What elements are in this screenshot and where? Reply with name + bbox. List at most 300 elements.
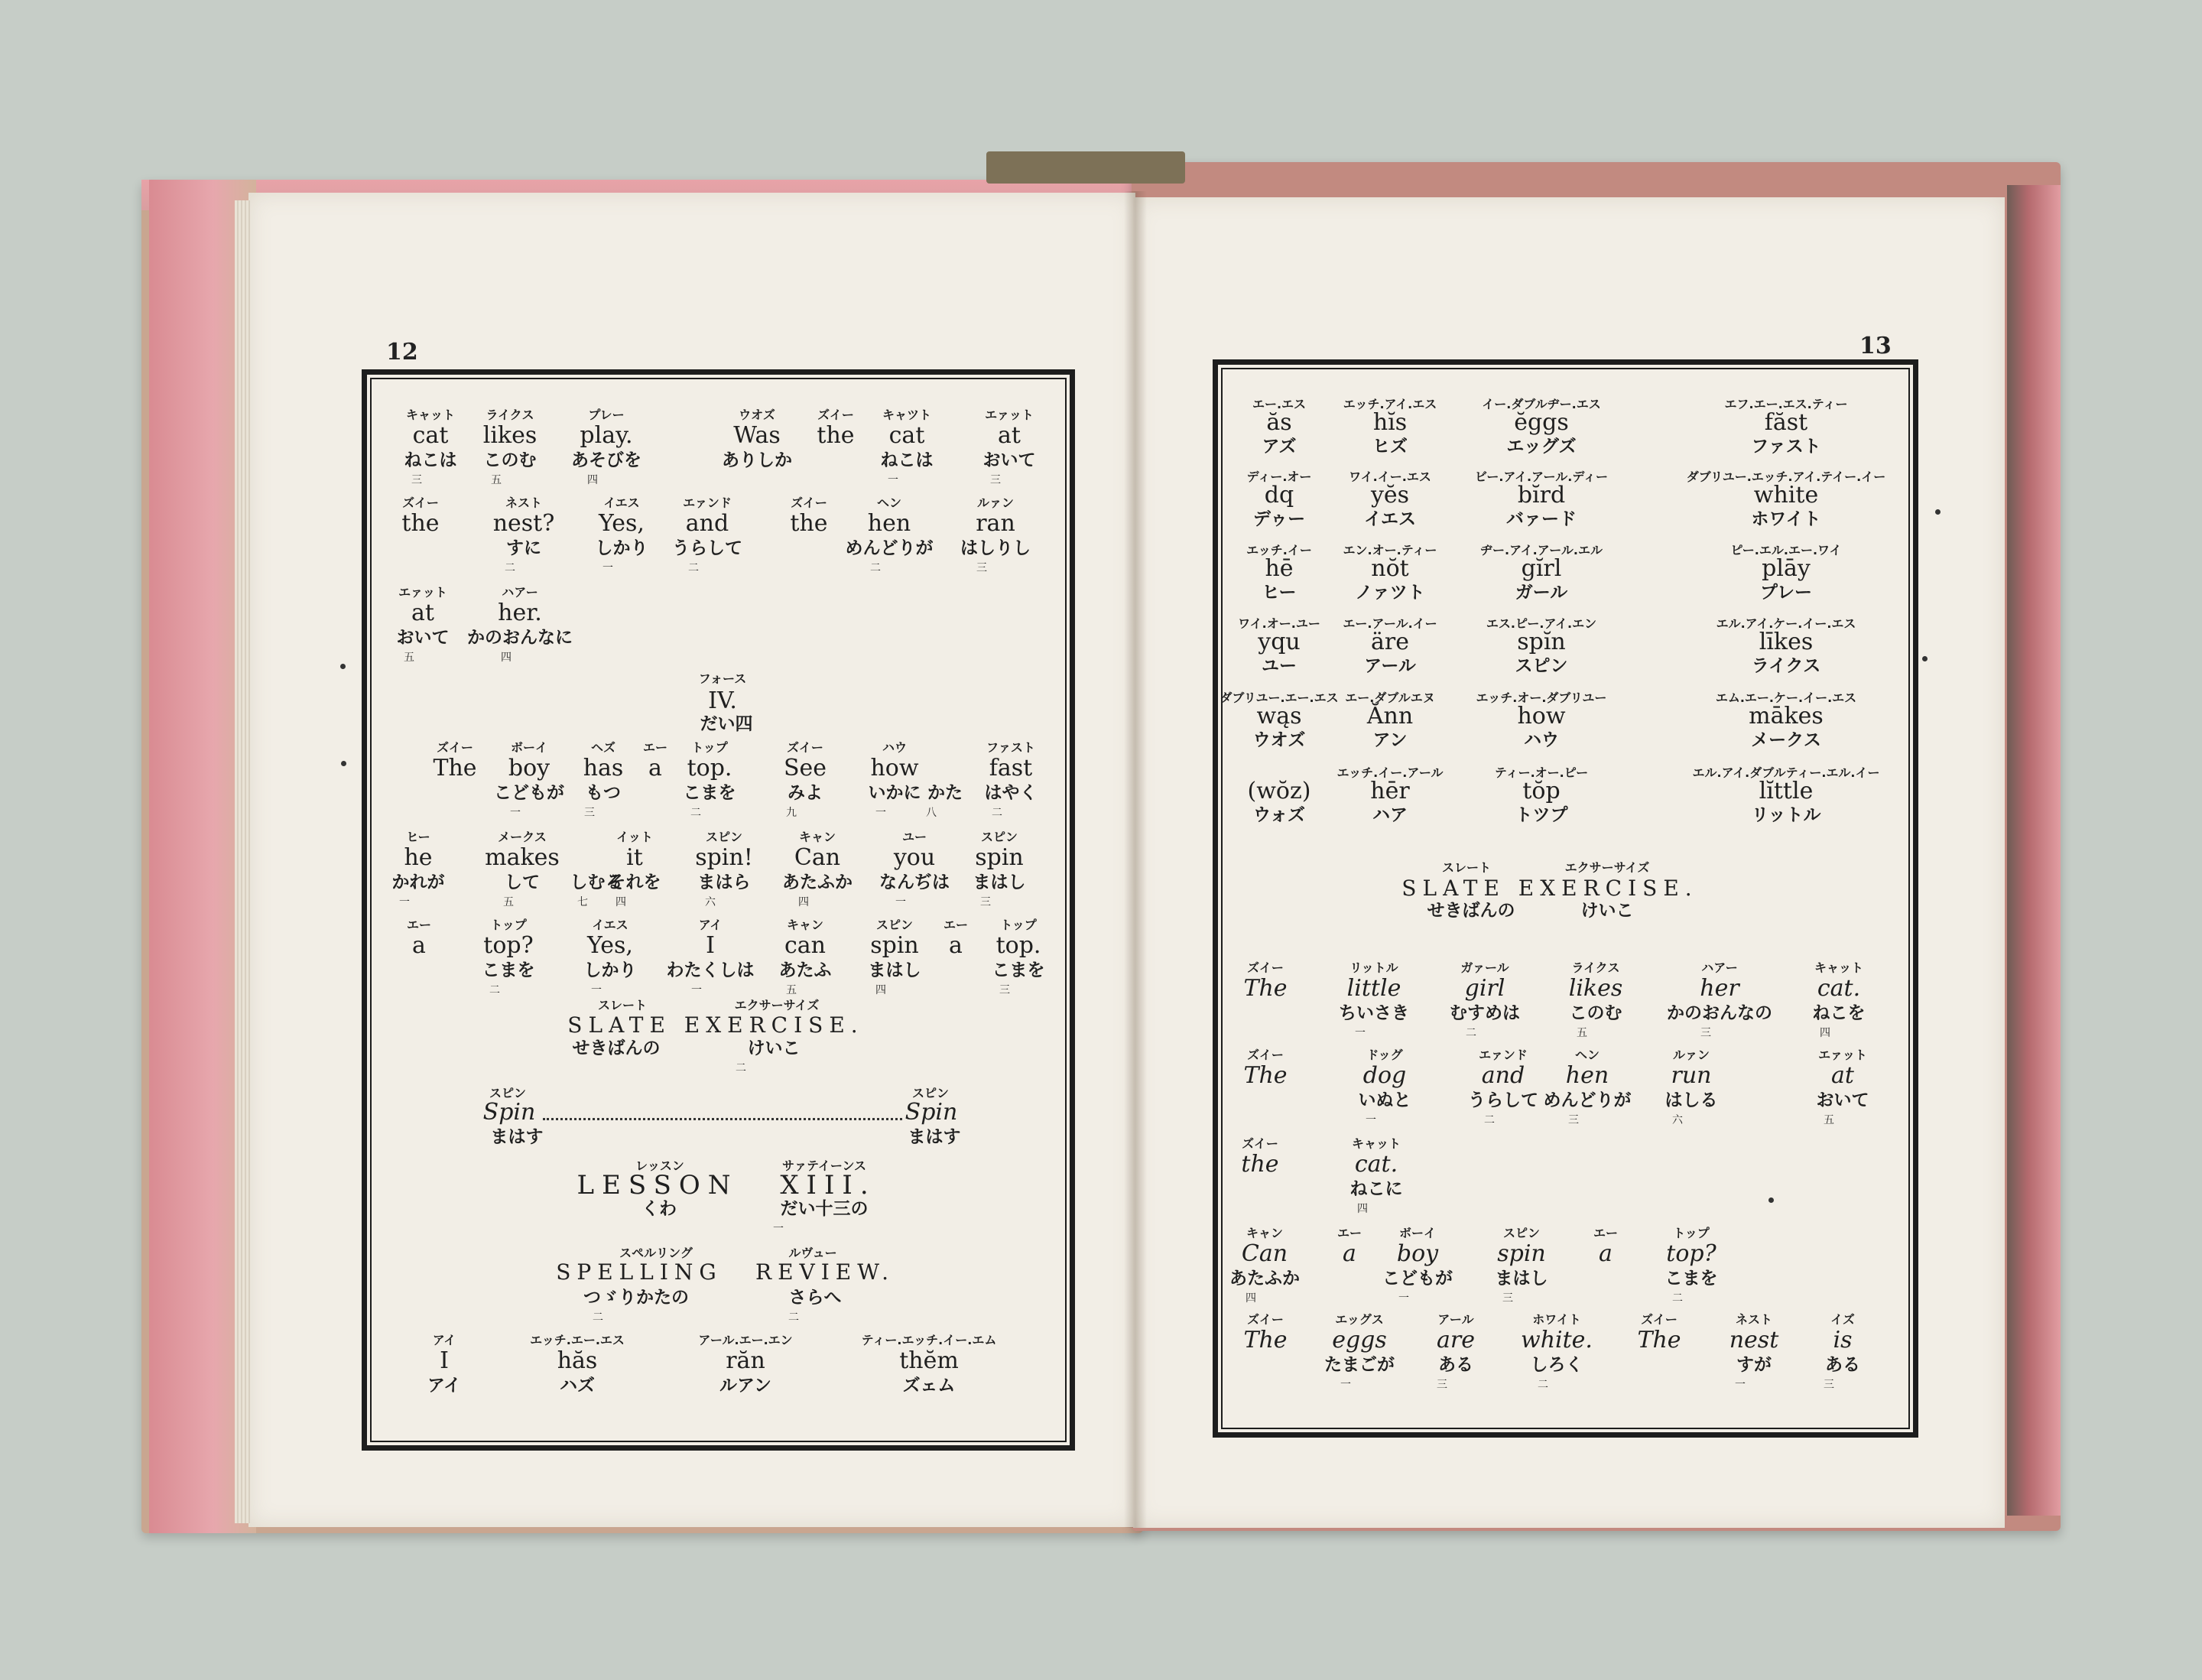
- ink-dot: [1935, 509, 1941, 515]
- english-word: hē: [1265, 555, 1294, 582]
- english-word: you: [893, 844, 936, 871]
- english-word: little: [1346, 975, 1401, 1002]
- kana-reading: ズイー: [1247, 1312, 1284, 1327]
- english-word: hēr: [1370, 778, 1410, 804]
- english-word: and: [685, 510, 729, 537]
- english-word: the: [817, 422, 855, 449]
- english-word: thĕm: [899, 1347, 959, 1374]
- kana-reading: エァンド: [683, 496, 732, 510]
- kana-spelling: エー.エス: [1252, 397, 1307, 411]
- slate-kana: エクサーサイズ: [1564, 860, 1650, 875]
- kana-reading: エー: [943, 918, 969, 932]
- english-word: The: [1243, 975, 1288, 1002]
- kana-reading: エッグス: [1335, 1312, 1384, 1327]
- kana-spelling: エル.アイ.ダブルティー.エル.イー: [1692, 765, 1880, 780]
- ink-dot: [1768, 1197, 1774, 1203]
- word-order-number: 一: [1340, 1379, 1351, 1391]
- kana-spelling: エス.ピー.アイ.エン: [1486, 616, 1597, 631]
- japanese-gloss: このむ: [483, 450, 537, 470]
- word-order-number: 一: [773, 1223, 784, 1235]
- ink-dot: [341, 761, 346, 766]
- spin-right: Spin: [905, 1099, 958, 1126]
- spelling-gloss: さらへ: [788, 1288, 842, 1308]
- kana-spelling: イー.ダブルヂー.エス: [1482, 397, 1601, 411]
- word-order-number: 四: [875, 984, 886, 996]
- kana-reading: スピン: [875, 918, 914, 932]
- english-word: Can: [1241, 1240, 1288, 1267]
- word-order-number: 二: [870, 562, 881, 574]
- slate-exercise-heading: SLATE EXERCISE.: [567, 1012, 864, 1038]
- english-word: a: [1599, 1240, 1613, 1267]
- kana-reading: リットル: [1349, 960, 1398, 975]
- slate-gloss: せきばんの: [1427, 901, 1515, 921]
- slate-gloss: せきばんの: [572, 1038, 661, 1058]
- kana-spelling: エル.アイ.ケー.イー.エス: [1716, 616, 1856, 631]
- japanese-gloss: しかり: [583, 960, 637, 980]
- ink-dot: [340, 664, 346, 669]
- page-number-left: 12: [386, 339, 418, 366]
- kana-reading: ズイー: [817, 408, 854, 422]
- word-order-number: 一: [1355, 1027, 1366, 1039]
- kana-spelling: エン.オー.ティー: [1343, 543, 1437, 557]
- japanese-gloss: ありしか: [722, 450, 792, 470]
- kana-reading: ヘン: [1574, 1048, 1600, 1062]
- kana-reading: ズイー: [1242, 1136, 1278, 1151]
- kana-reading: メークス: [498, 830, 547, 844]
- japanese-gloss: ちいさき: [1339, 1003, 1409, 1023]
- kana-reading: ズイー: [1641, 1312, 1677, 1327]
- katakana-gloss: イエス: [1363, 509, 1417, 529]
- page-number-right: 13: [1859, 333, 1892, 359]
- kana-spelling: ビー.アイ.アール.ディー: [1474, 470, 1609, 484]
- kana-spelling: エッチ.オー.ダブリユー: [1476, 691, 1607, 705]
- word-order-number: 一: [602, 562, 613, 574]
- japanese-gloss: こどもが: [1382, 1269, 1453, 1288]
- kana-reading: イズ: [1830, 1312, 1855, 1327]
- word-order-number: 四: [1820, 1027, 1830, 1039]
- kana-reading: アイ: [432, 1333, 456, 1347]
- japanese-gloss: はやく: [984, 783, 1038, 803]
- kana-reading: ヘン: [876, 496, 902, 510]
- kana-reading: イエス: [603, 496, 640, 510]
- japanese-gloss: しかり: [595, 538, 648, 558]
- english-word: Ănn: [1366, 703, 1414, 730]
- kana-reading: ハウ: [882, 740, 908, 755]
- word-order-number: 五: [1824, 1114, 1834, 1126]
- english-word: top?: [1666, 1240, 1716, 1267]
- kana-reading: プレー: [588, 408, 625, 422]
- word-order-number: 八: [926, 807, 937, 819]
- kana-spelling: エー.ダブルエヌ: [1345, 691, 1435, 705]
- word-order-number: 一: [691, 984, 702, 996]
- english-word: yqu: [1258, 629, 1301, 655]
- word-order-number: 三: [1824, 1379, 1834, 1391]
- katakana-gloss: アン: [1372, 730, 1408, 750]
- japanese-gloss: はしる: [1664, 1090, 1718, 1110]
- japanese-gloss: ハズ: [560, 1376, 595, 1396]
- english-word: līkes: [1759, 629, 1814, 655]
- word-order-number: 五: [491, 474, 502, 486]
- kana-reading: キャット: [405, 408, 456, 422]
- kana-spelling: ヂー.アイ.アール.エル: [1480, 543, 1603, 557]
- japanese-gloss: みよ: [788, 783, 823, 803]
- kana-reading: ルァン: [976, 496, 1015, 510]
- english-word: a: [1343, 1240, 1356, 1267]
- kana-reading: ズイー: [1247, 1048, 1284, 1062]
- english-word: nŏt: [1371, 555, 1409, 582]
- japanese-gloss: ある: [1825, 1355, 1860, 1375]
- english-word: nest: [1729, 1327, 1779, 1353]
- english-word: the: [401, 510, 440, 537]
- japanese-gloss: あたふか: [782, 872, 853, 892]
- word-order-number: 三: [980, 896, 991, 908]
- katakana-gloss: ファスト: [1751, 437, 1821, 457]
- katakana-gloss: ウオズ: [1252, 730, 1306, 750]
- japanese-gloss: いかに: [868, 783, 921, 803]
- english-word: how: [1517, 703, 1566, 730]
- katakana-gloss: ノァツト: [1355, 583, 1425, 603]
- word-order-number: 一: [399, 896, 410, 908]
- spelling-heading: SPELLING: [556, 1259, 723, 1285]
- english-word: white: [1753, 482, 1819, 509]
- english-word: Can: [794, 844, 841, 871]
- kana-spelling: エフ.エー.エス.ティー: [1724, 397, 1848, 411]
- japanese-gloss: すが: [1736, 1355, 1772, 1375]
- kana-reading: ズイー: [1247, 960, 1284, 975]
- japanese-gloss: かのおんなに: [467, 628, 573, 648]
- word-order-number: 四: [587, 474, 598, 486]
- kana-spelling: ティー.オー.ピー: [1494, 765, 1589, 780]
- english-word: a: [412, 932, 426, 959]
- kana-reading: トップ: [691, 740, 728, 755]
- word-order-number: 二: [788, 1311, 799, 1324]
- japanese-gloss: まはら: [697, 872, 751, 892]
- ink-dot: [1922, 656, 1928, 661]
- katakana-gloss: エッグズ: [1506, 437, 1577, 457]
- slate-gloss: けいこ: [1580, 901, 1634, 921]
- katakana-gloss: ヒズ: [1372, 437, 1408, 457]
- word-order-number: 一: [1366, 1114, 1376, 1126]
- word-order-number: 三: [1700, 1027, 1711, 1039]
- kana-reading: エー: [642, 740, 668, 755]
- japanese-gloss: ねこは: [880, 450, 934, 470]
- kana-reading: ヒー: [406, 830, 430, 844]
- english-word: răn: [726, 1347, 765, 1374]
- dotted-writing-line: [543, 1118, 902, 1120]
- kana-reading: ヘズ: [590, 740, 616, 755]
- japanese-gloss: あたふか: [1229, 1269, 1300, 1288]
- word-order-number: 二: [1484, 1114, 1495, 1126]
- japanese-gloss: もつ: [586, 783, 621, 803]
- spine-binding: [986, 151, 1185, 184]
- kana-reading: ボーイ: [1398, 1226, 1437, 1240]
- english-word: boy: [508, 755, 550, 782]
- kana-reading: トップ: [490, 918, 527, 932]
- kana-reading: ズイー: [791, 496, 827, 510]
- kana-reading: エー: [406, 918, 432, 932]
- lesson-kana: レッスン: [635, 1158, 684, 1173]
- word-order-number: 五: [404, 652, 414, 664]
- kana-reading: ハアー: [502, 585, 538, 600]
- english-word: girl: [1464, 975, 1505, 1002]
- english-word: her.: [498, 600, 542, 626]
- japanese-gloss: ある: [1438, 1355, 1473, 1375]
- word-order-number: 三: [999, 984, 1010, 996]
- japanese-gloss: こまを: [1664, 1269, 1718, 1288]
- word-order-number: 三: [1568, 1114, 1579, 1126]
- kana-reading: エー: [1593, 1226, 1619, 1240]
- katakana-gloss: ホワイト: [1751, 509, 1821, 529]
- katakana-gloss: ハウ: [1524, 730, 1559, 750]
- english-word: hen: [867, 510, 911, 537]
- book-gutter: [1124, 191, 1147, 1528]
- katakana-gloss: スピン: [1515, 656, 1568, 676]
- english-word: he: [404, 844, 433, 871]
- english-word: cat: [412, 422, 449, 449]
- english-word: făst: [1764, 409, 1808, 436]
- japanese-gloss: ルアン: [719, 1376, 772, 1396]
- japanese-gloss: しむる: [570, 872, 623, 892]
- english-word: ĕggs: [1514, 409, 1569, 436]
- kana-reading: ウオズ: [739, 408, 775, 422]
- word-order-number: 三: [584, 807, 595, 819]
- kana-spelling: エム.エー.ケー.イー.エス: [1715, 691, 1857, 705]
- katakana-gloss: バァード: [1506, 509, 1577, 529]
- cover-side-edge: [2007, 185, 2061, 1516]
- kana-reading: キャン: [1246, 1226, 1284, 1240]
- kana-reading: ファスト: [986, 740, 1035, 755]
- kana-reading: ガァール: [1460, 960, 1509, 975]
- english-word: bĭrd: [1517, 482, 1566, 509]
- japanese-gloss: こまを: [683, 783, 736, 803]
- kana-reading: アール: [1437, 1312, 1474, 1327]
- kana-reading: アール.エー.エン: [698, 1333, 793, 1347]
- english-word: a: [648, 755, 662, 782]
- english-word: The: [1243, 1327, 1288, 1353]
- kana-reading: イエス: [592, 918, 628, 932]
- word-order-number: 二: [489, 984, 500, 996]
- word-order-number: 二: [690, 807, 701, 819]
- japanese-gloss: かた: [927, 783, 963, 803]
- japanese-gloss: こまを: [992, 960, 1045, 980]
- english-word: gĭrl: [1521, 555, 1562, 582]
- japanese-gloss: あたふ: [778, 960, 832, 980]
- word-order-number: 五: [1577, 1027, 1587, 1039]
- japanese-gloss: して: [505, 872, 540, 892]
- kana-reading: スピン: [705, 830, 743, 844]
- english-word: fast: [989, 755, 1033, 782]
- word-order-number: 二: [992, 807, 1002, 819]
- kana-reading: イット: [616, 830, 653, 844]
- section-kana: フォース: [698, 671, 747, 686]
- section-gloss: だい四: [700, 714, 753, 734]
- word-order-number: 二: [1466, 1027, 1476, 1039]
- english-word: makes: [485, 844, 560, 871]
- english-word: mākes: [1749, 703, 1824, 730]
- katakana-gloss: ガール: [1515, 583, 1568, 603]
- english-word: cat.: [1817, 975, 1861, 1002]
- kana-reading: キャット: [1814, 960, 1864, 975]
- english-word: Yes,: [587, 932, 633, 959]
- japanese-gloss: あそびを: [571, 450, 641, 470]
- english-word: plāy: [1762, 555, 1811, 582]
- word-order-number: 三: [1437, 1379, 1447, 1391]
- lesson-gloss: くわ: [641, 1199, 677, 1219]
- japanese-gloss: ねこは: [404, 450, 457, 470]
- katakana-gloss: アール: [1364, 656, 1416, 676]
- english-word: at: [998, 422, 1021, 449]
- english-word: Was: [733, 422, 781, 449]
- japanese-gloss: わたくしは: [666, 960, 755, 980]
- english-word: I: [440, 1347, 449, 1374]
- english-word: cat: [888, 422, 925, 449]
- japanese-gloss: たまごが: [1324, 1355, 1395, 1375]
- word-order-number: 六: [705, 896, 716, 908]
- katakana-gloss: デゥー: [1252, 509, 1306, 529]
- katakana-gloss: ヒー: [1262, 583, 1297, 603]
- lesson-heading: LESSON: [576, 1170, 739, 1201]
- english-word: a: [949, 932, 963, 959]
- katakana-gloss: アズ: [1262, 437, 1297, 457]
- kana-reading: ズイー: [787, 740, 823, 755]
- word-order-number: 一: [1398, 1292, 1409, 1305]
- word-order-number: 六: [1672, 1114, 1683, 1126]
- japanese-gloss: まはし: [1495, 1269, 1548, 1288]
- japanese-gloss: うらして: [672, 538, 742, 558]
- spin-kana: スピン: [489, 1086, 527, 1100]
- english-word: dq: [1264, 482, 1294, 509]
- english-word: at: [411, 600, 434, 626]
- slate-kana: スレート: [597, 998, 648, 1012]
- kana-reading: キャツト: [882, 408, 932, 422]
- word-order-number: 七: [577, 896, 588, 908]
- english-word: äre: [1371, 629, 1409, 655]
- katakana-gloss: ウォズ: [1252, 805, 1306, 825]
- japanese-gloss: こまを: [482, 960, 535, 980]
- slate-kana: エクサーサイズ: [734, 998, 820, 1012]
- english-word: can: [784, 932, 827, 959]
- section-number: IV.: [708, 687, 737, 714]
- english-word: spin: [975, 844, 1024, 871]
- word-order-number: 四: [798, 896, 809, 908]
- kana-spelling: エッチ.アイ.エス: [1343, 397, 1437, 411]
- english-word: top.: [687, 755, 732, 782]
- word-order-number: 二: [1672, 1292, 1683, 1305]
- english-word: cat.: [1354, 1151, 1398, 1178]
- kana-reading: キャン: [786, 918, 824, 932]
- japanese-gloss: おいて: [396, 628, 450, 648]
- kana-reading: ライクス: [486, 408, 534, 422]
- english-word: hen: [1565, 1062, 1609, 1089]
- english-word: top.: [995, 932, 1041, 959]
- japanese-gloss: アイ: [427, 1376, 461, 1396]
- word-order-number: 二: [736, 1062, 746, 1074]
- english-word: are: [1437, 1327, 1475, 1353]
- english-word: her: [1700, 975, 1739, 1002]
- english-word: lĭttle: [1759, 778, 1814, 804]
- japanese-gloss: ねこを: [1812, 1003, 1866, 1023]
- english-word: spin: [1497, 1240, 1546, 1267]
- kana-reading: ルァン: [1672, 1048, 1710, 1062]
- english-word: spin: [870, 932, 919, 959]
- katakana-gloss: ライクス: [1751, 656, 1821, 676]
- english-word: (wŏz): [1247, 778, 1311, 804]
- japanese-gloss: めんどりが: [845, 538, 934, 558]
- english-word: hăs: [557, 1347, 598, 1374]
- japanese-gloss: いぬと: [1358, 1090, 1411, 1110]
- english-word: wąs: [1256, 703, 1302, 730]
- spelling-kana: ルヴュー: [788, 1246, 837, 1260]
- english-word: the: [790, 510, 828, 537]
- japanese-gloss: なんぢは: [879, 872, 950, 892]
- kana-spelling: エー.アール.イー: [1343, 616, 1437, 631]
- english-word: likes: [1568, 975, 1623, 1002]
- english-word: it: [626, 844, 643, 871]
- word-order-number: 一: [510, 807, 521, 819]
- katakana-gloss: プレー: [1759, 583, 1813, 603]
- spin-gloss: まはす: [908, 1127, 961, 1147]
- katakana-gloss: トツプ: [1515, 805, 1568, 825]
- japanese-gloss: はしりし: [960, 538, 1031, 558]
- kana-spelling: エッチ.イー.アール: [1336, 765, 1444, 780]
- kana-reading: スピン: [980, 830, 1018, 844]
- kana-spelling: ダブリユー.エー.エス: [1220, 691, 1339, 705]
- slate-gloss: けいこ: [747, 1038, 801, 1058]
- kana-reading: ホワイト: [1532, 1312, 1581, 1327]
- kana-reading: アイ: [698, 918, 723, 932]
- word-order-number: 三: [1502, 1292, 1513, 1305]
- kana-spelling: ダブリユー.エッチ.アイ.テイー.イー: [1686, 470, 1886, 484]
- katakana-gloss: ハア: [1372, 805, 1408, 825]
- lesson-gloss: だい十三の: [780, 1199, 869, 1219]
- japanese-gloss: それを: [608, 872, 661, 892]
- word-order-number: 五: [503, 896, 514, 908]
- english-word: has: [583, 755, 624, 782]
- english-word: hĭs: [1372, 409, 1408, 436]
- japanese-gloss: ねこに: [1349, 1179, 1403, 1199]
- word-order-number: 二: [505, 562, 515, 574]
- english-word: I: [706, 932, 715, 959]
- japanese-gloss: このむ: [1569, 1003, 1622, 1023]
- spin-gloss: まはす: [490, 1127, 544, 1147]
- kana-reading: ネスト: [505, 496, 543, 510]
- japanese-gloss: おいて: [1816, 1090, 1869, 1110]
- slate-kana: スレート: [1441, 860, 1492, 875]
- kana-reading: キャット: [1351, 1136, 1401, 1151]
- word-order-number: 九: [786, 807, 797, 819]
- kana-reading: ライクス: [1571, 960, 1620, 975]
- kana-reading: ユー: [901, 830, 927, 844]
- japanese-gloss: まはし: [868, 960, 921, 980]
- english-word: white.: [1521, 1327, 1593, 1353]
- spin-kana: スピン: [911, 1086, 950, 1100]
- katakana-gloss: ユー: [1262, 656, 1297, 676]
- kana-reading: トップ: [1000, 918, 1037, 932]
- kana-reading: ドッグ: [1366, 1048, 1403, 1062]
- word-order-number: 一: [591, 984, 602, 996]
- english-word: See: [783, 755, 827, 782]
- word-order-number: 二: [688, 562, 699, 574]
- spelling-heading: REVIEW.: [755, 1259, 895, 1285]
- kana-reading: ズイー: [402, 496, 439, 510]
- spelling-gloss: つゞりかたの: [583, 1288, 689, 1308]
- english-word: tŏp: [1522, 778, 1561, 804]
- word-order-number: 一: [888, 474, 898, 486]
- kana-reading: ティー.エッチ.イー.エム: [861, 1333, 997, 1347]
- word-order-number: 二: [1538, 1379, 1548, 1391]
- english-word: spin!: [695, 844, 753, 871]
- kana-spelling: ディー.オー: [1246, 470, 1312, 484]
